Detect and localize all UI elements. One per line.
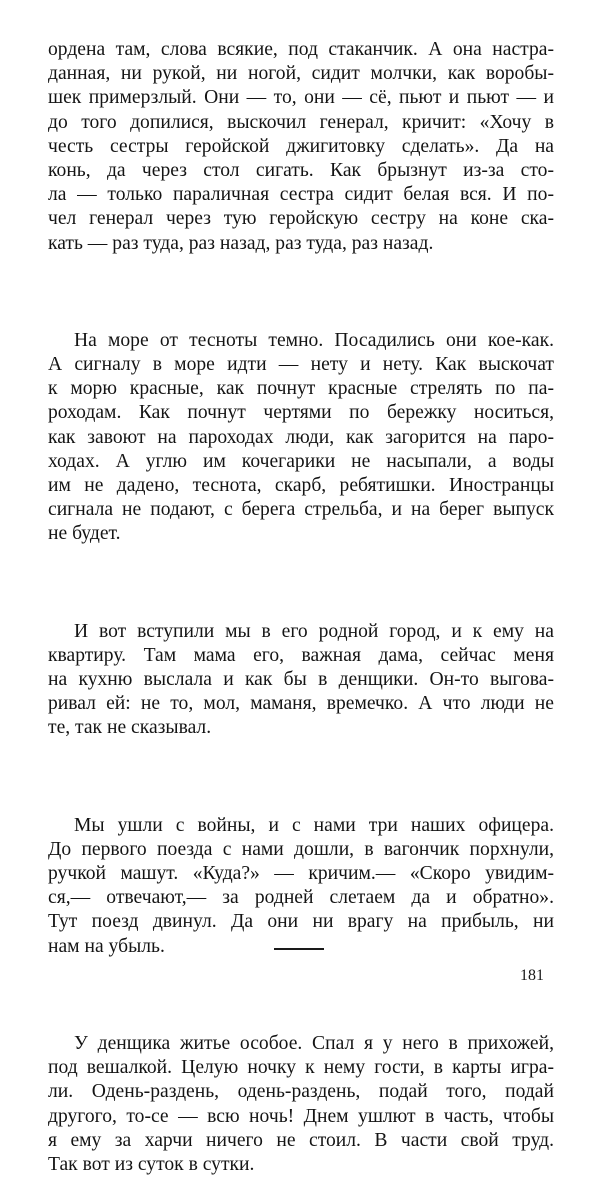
text-line: И вот вступили мы в его родной город, и к ему на [74, 620, 554, 642]
text-line: ла — только параличная сестра сидит белая вся. И по- [48, 184, 554, 206]
text-line: Мы ушли с войны, и с нами три наших офицера. [74, 814, 554, 836]
text-line: до того допилися, выскочил генерал, кричит: «Хочу в [48, 111, 554, 133]
section-divider [274, 948, 324, 950]
text-line: шек примерзлый. Они — то, они — сё, пьют и пьют — и [48, 87, 554, 109]
text-line: Так вот из суток в сутки. [48, 1153, 255, 1175]
text-line: конь, да через стол сигать. Как брызнут из-за сто- [48, 160, 554, 182]
text-line: нам на убыль. [48, 935, 165, 957]
text-line: я ему за харчи ничего не стоил. В части свой труд. [48, 1129, 554, 1151]
paragraph-gap [48, 547, 554, 620]
text-line: ривал ей: не то, мол, маманя, времечко. А что люди не [48, 693, 554, 715]
text-line: Тут поезд двинул. Да они ни врагу на прибыль, ни [48, 911, 554, 933]
text-line: А сигналу в море идти — нету и нету. Как выскочат [48, 354, 554, 376]
text-line: как завоют на пароходах люди, как загорится на паро- [48, 426, 554, 448]
text-line: ли. Одень-раздень, одень-раздень, подай того, подай [48, 1081, 554, 1103]
text-line: не будет. [48, 523, 121, 545]
paragraph-gap [48, 959, 554, 1032]
paragraph-5 [48, 1032, 554, 1177]
text-line: квартиру. Там мама его, важная дама, сейчас меня [48, 644, 554, 666]
text-line: У денщика житье особое. Спал я у него в прихожей, [74, 1032, 554, 1054]
page-body [48, 38, 554, 1177]
text-line: им не дадено, теснота, скарб, ребятишки. Иностранцы [48, 475, 554, 497]
text-line: те, так не сказывал. [48, 717, 212, 739]
text-line: ордена там, слова всякие, под стаканчик. А она настра- [48, 39, 554, 60]
text-line: роходам. Как почнут чертями по бережку носиться, [48, 402, 554, 424]
text-line: под вешалкой. Целую ночку к нему гости, в карты игра- [48, 1057, 554, 1079]
text-line: ручкой машут. «Куда?» — кричим.— «Скоро увидим- [48, 863, 554, 885]
paragraph-gap [48, 256, 554, 329]
text-line: честь сестры геройской джигитовку сделать». Да на [48, 135, 554, 157]
text-line: к морю красные, как почнут красные стрелять по па- [48, 378, 554, 400]
paragraph-gap [48, 741, 554, 814]
text-line: На море от тесноты темно. Посадились они кое-как. [74, 329, 554, 351]
text-line: ходах. А углю им кочегарики не насыпали, а воды [48, 450, 554, 472]
text-line: До первого поезда с нами дошли, в вагончик порхнули, [48, 838, 554, 860]
text-line: на кухню выслала и как бы в денщики. Он-то выгова- [48, 669, 554, 691]
text-line: ся,— отвечают,— за родней слетаем да и обратно». [48, 887, 554, 909]
page-number: 181 [520, 967, 544, 984]
paragraph-1 [48, 38, 554, 256]
text-line: сигнала не подают, с берега стрельба, и на берег выпуск [48, 499, 554, 521]
text-line: чел генерал через тую геройскую сестру на коне ска- [48, 208, 554, 230]
text-line: кать — раз туда, раз назад, раз туда, раз назад. [48, 232, 434, 254]
paragraph-2 [48, 329, 554, 547]
text-line: данная, ни рукой, ни ногой, сидит молчки, как воробы- [48, 63, 554, 85]
paragraph-4 [48, 814, 554, 959]
paragraph-3 [48, 620, 554, 741]
text-line: другого, то-се — всю ночь! Днем ушлют в часть, чтобы [48, 1105, 554, 1127]
